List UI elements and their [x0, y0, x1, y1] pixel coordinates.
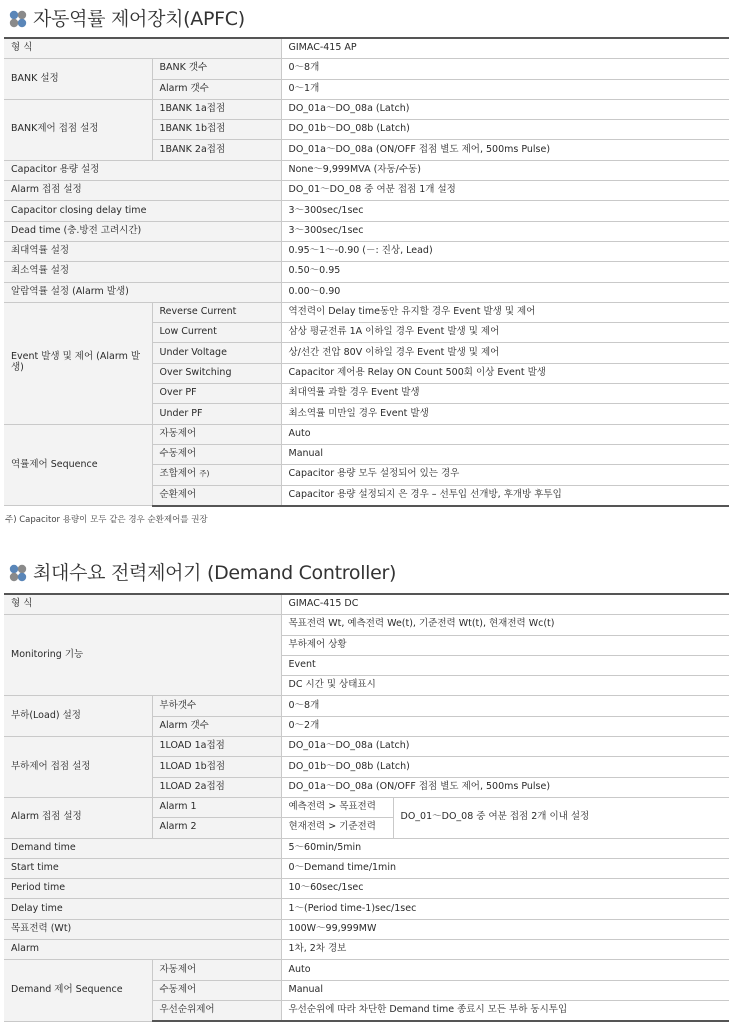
row-label: Capacitor closing delay time [4, 201, 281, 221]
table-row [4, 737, 729, 757]
sub-label: 수동제어 [152, 444, 281, 464]
sub-label: 조합제어 [159, 468, 197, 480]
footnote-mark: 주) [199, 469, 210, 479]
table-row [4, 302, 729, 322]
sub-label: 1BANK 1b접점 [152, 120, 281, 140]
row-label: Start time [4, 858, 281, 878]
row-label: Demand time [4, 838, 281, 858]
dc-spec-table [4, 593, 729, 1022]
row-value: DC 시간 및 상태표시 [281, 676, 729, 696]
sub-label: BANK 갯수 [152, 59, 281, 79]
group-label: Monitoring 기능 [4, 615, 281, 696]
row-value: DO_01～DO_08 중 여분 접점 1개 설정 [281, 181, 729, 201]
sub-label: Under Voltage [152, 343, 281, 363]
sub-label: Over Switching [152, 363, 281, 383]
table-row [4, 940, 729, 960]
row-value: DO_01a～DO_08a (ON/OFF 접점 별도 제어, 500ms Pulse) [281, 140, 729, 160]
apfc-heading [0, 0, 733, 40]
row-value: None～9,999MVA (자동/수동) [281, 160, 729, 180]
sub-label-cell [152, 465, 281, 485]
row-label: 알람역률 설정 (Alarm 발생) [4, 282, 281, 302]
table-row [4, 59, 729, 79]
table-row [4, 879, 729, 899]
row-label: Capacitor 용량 설정 [4, 160, 281, 180]
table-row [4, 181, 729, 201]
row-value: Capacitor 용량 모두 설정되어 있는 경우 [281, 465, 729, 485]
row-value: 0.00～0.90 [281, 282, 729, 302]
table-row [4, 960, 729, 980]
row-value: 현재전력 > 기준전력 [281, 818, 393, 838]
table-row [4, 696, 729, 716]
group-label: Alarm 접점 설정 [4, 797, 152, 838]
row-value: 삼상 평균전류 1A 이하일 경우 Event 발생 및 제어 [281, 323, 729, 343]
sub-label: 1BANK 1a접점 [152, 99, 281, 119]
row-value: DO_01a～DO_08a (Latch) [281, 99, 729, 119]
sub-label: Alarm 갯수 [152, 79, 281, 99]
table-row [4, 221, 729, 241]
row-label: Delay time [4, 899, 281, 919]
row-value: Auto [281, 424, 729, 444]
table-row [4, 201, 729, 221]
sub-label: Low Current [152, 323, 281, 343]
table-row [4, 838, 729, 858]
apfc-spec-table [4, 37, 729, 507]
sub-label: Alarm 1 [152, 797, 281, 817]
table-row [4, 919, 729, 939]
row-value: 0.50～0.95 [281, 262, 729, 282]
sub-label: 1LOAD 2a접점 [152, 777, 281, 797]
row-value: 3～300sec/1sec [281, 221, 729, 241]
sub-label: 1BANK 2a접점 [152, 140, 281, 160]
row-value: GIMAC-415 AP [281, 38, 729, 59]
row-value: DO_01a～DO_08a (Latch) [281, 737, 729, 757]
row-value: 0～8개 [281, 59, 729, 79]
table-row [4, 797, 729, 817]
row-value: 최대역률 과할 경우 Event 발생 [281, 384, 729, 404]
table-row [4, 262, 729, 282]
row-value: 1～(Period time-1)sec/1sec [281, 899, 729, 919]
row-value: 최소역률 미만일 경우 Event 발생 [281, 404, 729, 424]
row-value: DO_01b～DO_08b (Latch) [281, 757, 729, 777]
row-label: 최소역률 설정 [4, 262, 281, 282]
sub-label: 순환제어 [152, 485, 281, 506]
table-row [4, 899, 729, 919]
row-value: Capacitor 용량 설정되지 은 경우 – 선투입 선개방, 후개방 후투입 [281, 485, 729, 506]
table-row [4, 282, 729, 302]
row-label: Alarm [4, 940, 281, 960]
row-value: 역전력이 Delay time동안 유지할 경우 Event 발생 및 제어 [281, 302, 729, 322]
table-row [4, 594, 729, 615]
row-value: Capacitor 제어용 Relay ON Count 500회 이상 Event 발생 [281, 363, 729, 383]
row-value: DO_01～DO_08 중 여분 접점 2개 이내 설정 [393, 797, 729, 838]
sub-label: Under PF [152, 404, 281, 424]
row-label: 최대역률 설정 [4, 241, 281, 261]
sub-label: 부하갯수 [152, 696, 281, 716]
table-row [4, 38, 729, 59]
group-label: BANK제어 접점 설정 [4, 99, 152, 160]
row-value: 상/선간 전압 80V 이하일 경우 Event 발생 및 제어 [281, 343, 729, 363]
row-value: Manual [281, 980, 729, 1000]
row-value: 우선순위에 따라 차단한 Demand time 종료시 모든 부하 동시투입 [281, 1000, 729, 1021]
sub-label: 수동제어 [152, 980, 281, 1000]
row-value: 10～60sec/1sec [281, 879, 729, 899]
sub-label: 1LOAD 1a접점 [152, 737, 281, 757]
group-label: Event 발생 및 제어 (Alarm 발생) [4, 302, 152, 424]
row-label: 목표전력 (Wt) [4, 919, 281, 939]
sub-label: Over PF [152, 384, 281, 404]
row-value: 100W～99,999MW [281, 919, 729, 939]
sub-label: 1LOAD 1b접점 [152, 757, 281, 777]
group-label: Demand 제어 Sequence [4, 960, 152, 1021]
row-value: 예측전력 > 목표전력 [281, 797, 393, 817]
row-value: GIMAC-415 DC [281, 594, 729, 615]
table-row [4, 424, 729, 444]
section-bullet-icon [8, 563, 28, 583]
table-row [4, 99, 729, 119]
row-value: Manual [281, 444, 729, 464]
row-value: Event [281, 655, 729, 675]
row-value: 0～1개 [281, 79, 729, 99]
row-value: 5～60min/5min [281, 838, 729, 858]
section-title: 최대수요 전력제어기 (Demand Controller) [33, 562, 397, 584]
table-row [4, 615, 729, 635]
section-bullet-icon [8, 9, 28, 29]
table-row [4, 160, 729, 180]
row-value: 부하제어 상황 [281, 635, 729, 655]
group-label: 부하제어 접점 설정 [4, 737, 152, 798]
table-row [4, 858, 729, 878]
page-title: 자동역률 제어장치(APFC) [33, 8, 245, 30]
footnote: 주) Capacitor 용량이 모두 같은 경우 순환제어를 권장 [5, 515, 208, 525]
row-value: 0～2개 [281, 716, 729, 736]
row-label: Period time [4, 879, 281, 899]
sub-label: Alarm 2 [152, 818, 281, 838]
group-label: 역률제어 Sequence [4, 424, 152, 506]
dc-section [0, 554, 733, 1016]
sub-label: Reverse Current [152, 302, 281, 322]
sub-label: 자동제어 [152, 960, 281, 980]
row-value: 1차, 2차 경보 [281, 940, 729, 960]
sub-label: 자동제어 [152, 424, 281, 444]
sub-label: 우선순위제어 [152, 1000, 281, 1021]
row-value: 목표전력 Wt, 예측전력 We(t), 기준전력 Wt(t), 현재전력 Wc(t) [281, 615, 729, 635]
row-value: 0～Demand time/1min [281, 858, 729, 878]
sub-label: Alarm 갯수 [152, 716, 281, 736]
row-value: 3～300sec/1sec [281, 201, 729, 221]
row-value: DO_01b～DO_08b (Latch) [281, 120, 729, 140]
row-value: 0～8개 [281, 696, 729, 716]
table-row [4, 241, 729, 261]
row-label: 형 식 [4, 38, 281, 59]
row-value: DO_01a～DO_08a (ON/OFF 접점 별도 제어, 500ms Pulse) [281, 777, 729, 797]
row-value: Auto [281, 960, 729, 980]
row-label: 형 식 [4, 594, 281, 615]
row-label: Dead time (충.방전 고려시간) [4, 221, 281, 241]
group-label: BANK 설정 [4, 59, 152, 100]
group-label: 부하(Load) 설정 [4, 696, 152, 737]
dc-heading [0, 554, 733, 594]
row-label: Alarm 접점 설정 [4, 181, 281, 201]
row-value: 0.95～1～-0.90 (－: 진상, Lead) [281, 241, 729, 261]
